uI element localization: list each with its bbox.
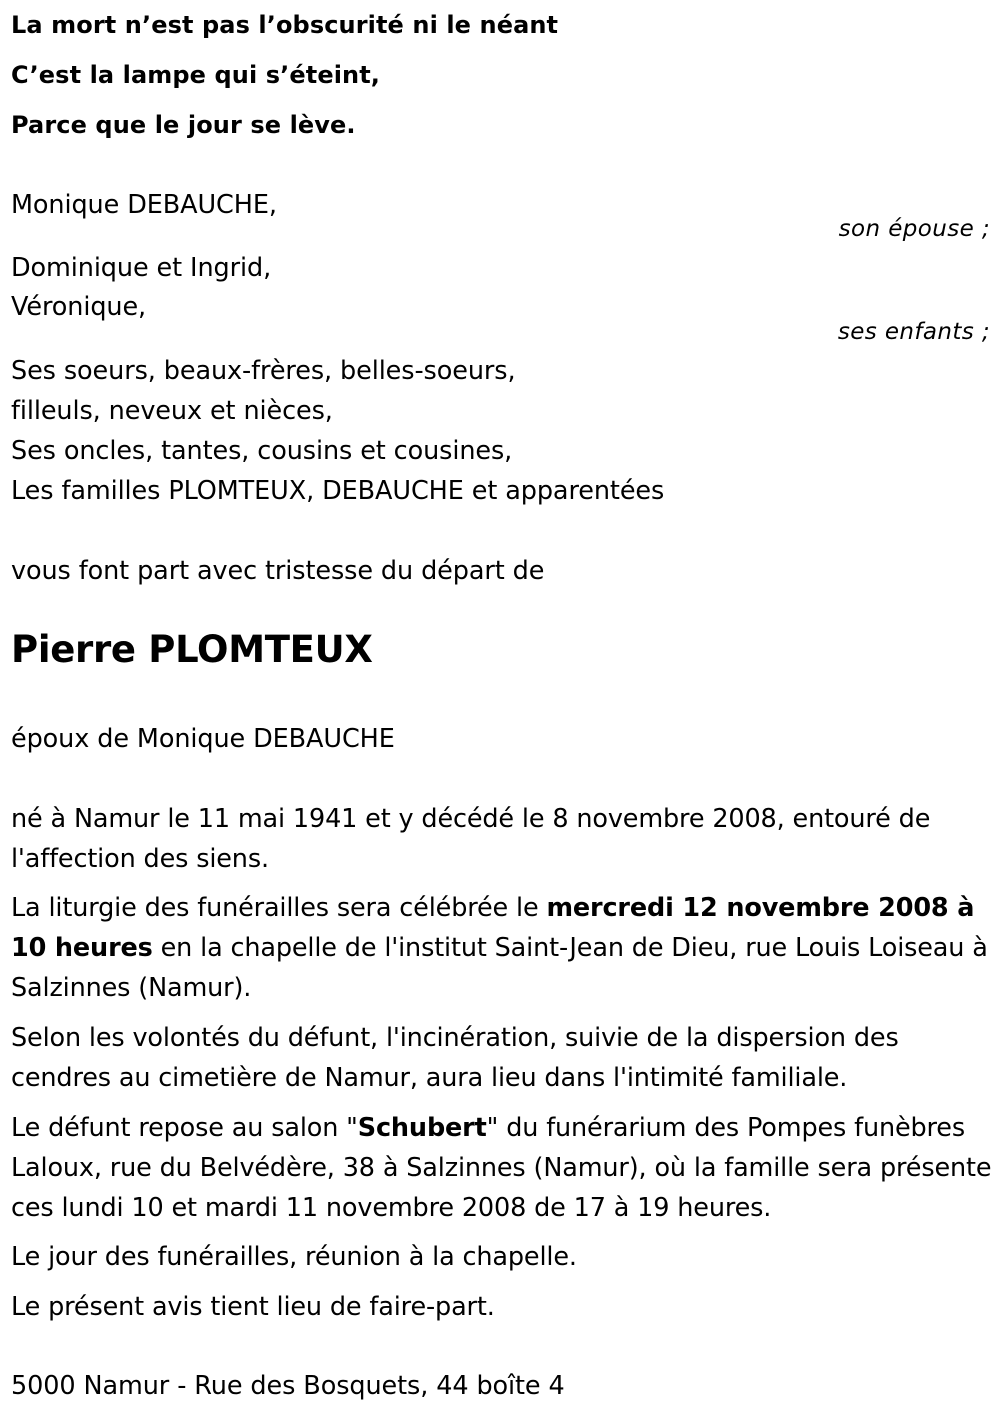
liturgy-date-time: mercredi 12 novembre 2008 à 10 heures xyxy=(11,893,975,963)
repose-text-start: Le défunt repose au salon " xyxy=(11,1113,358,1143)
spouse-role: son épouse ; xyxy=(838,216,990,242)
repose-paragraph xyxy=(11,1108,996,1228)
deceased-relation: époux de Monique DEBAUCHE xyxy=(11,724,395,754)
cremation-paragraph: Selon les volontés du défunt, l'incinération, suivie de la dispersion des cendres au cimetière de Namur, aura lieu dans l'intimité familiale. xyxy=(11,1023,899,1093)
child-2: Véronique, xyxy=(11,292,147,322)
announcement: vous font part avec tristesse du départ de xyxy=(11,556,545,586)
spouse-name: Monique DEBAUCHE, xyxy=(11,190,277,220)
deceased-name: Pierre PLOMTEUX xyxy=(11,628,373,671)
salon-name: Schubert xyxy=(357,1113,487,1143)
relatives-line-1: Ses soeurs, beaux-frères, belles-soeurs, xyxy=(11,356,516,386)
relatives-line-2: filleuls, neveux et nièces, xyxy=(11,396,333,426)
relatives-line-3: Ses oncles, tantes, cousins et cousines, xyxy=(11,436,513,466)
liturgy-text-end: en la chapelle de l'institut Saint-Jean de Dieu, rue Louis Loiseau à Salzinnes (Namur). xyxy=(11,933,988,1003)
poem-line-2: C’est la lampe qui s’éteint, xyxy=(11,61,380,89)
notice-paragraph: Le présent avis tient lieu de faire-part. xyxy=(11,1292,495,1322)
poem-line-1: La mort n’est pas l’obscurité ni le néant xyxy=(11,11,559,39)
address: 5000 Namur - Rue des Bosquets, 44 boîte 4 xyxy=(11,1371,565,1401)
relatives-line-4: Les familles PLOMTEUX, DEBAUCHE et apparentées xyxy=(11,476,665,506)
children-role: ses enfants ; xyxy=(837,319,990,345)
birth-death-paragraph: né à Namur le 11 mai 1941 et y décédé le 8 novembre 2008, entouré de l'affection des siens. xyxy=(11,804,931,874)
liturgy-paragraph xyxy=(11,888,996,1008)
repose-text-end: " du funérarium des Pompes funèbres Laloux, rue du Belvédère, 38 à Salzinnes (Namur), où la famille sera présente ces lundi 10 et mardi 11 novembre 2008 de 17 à 19 heures. xyxy=(11,1113,992,1223)
child-1: Dominique et Ingrid, xyxy=(11,253,272,283)
poem-line-3: Parce que le jour se lève. xyxy=(11,111,356,139)
meeting-paragraph: Le jour des funérailles, réunion à la chapelle. xyxy=(11,1242,577,1272)
liturgy-text-start: La liturgie des funérailles sera célébrée le xyxy=(11,893,547,923)
